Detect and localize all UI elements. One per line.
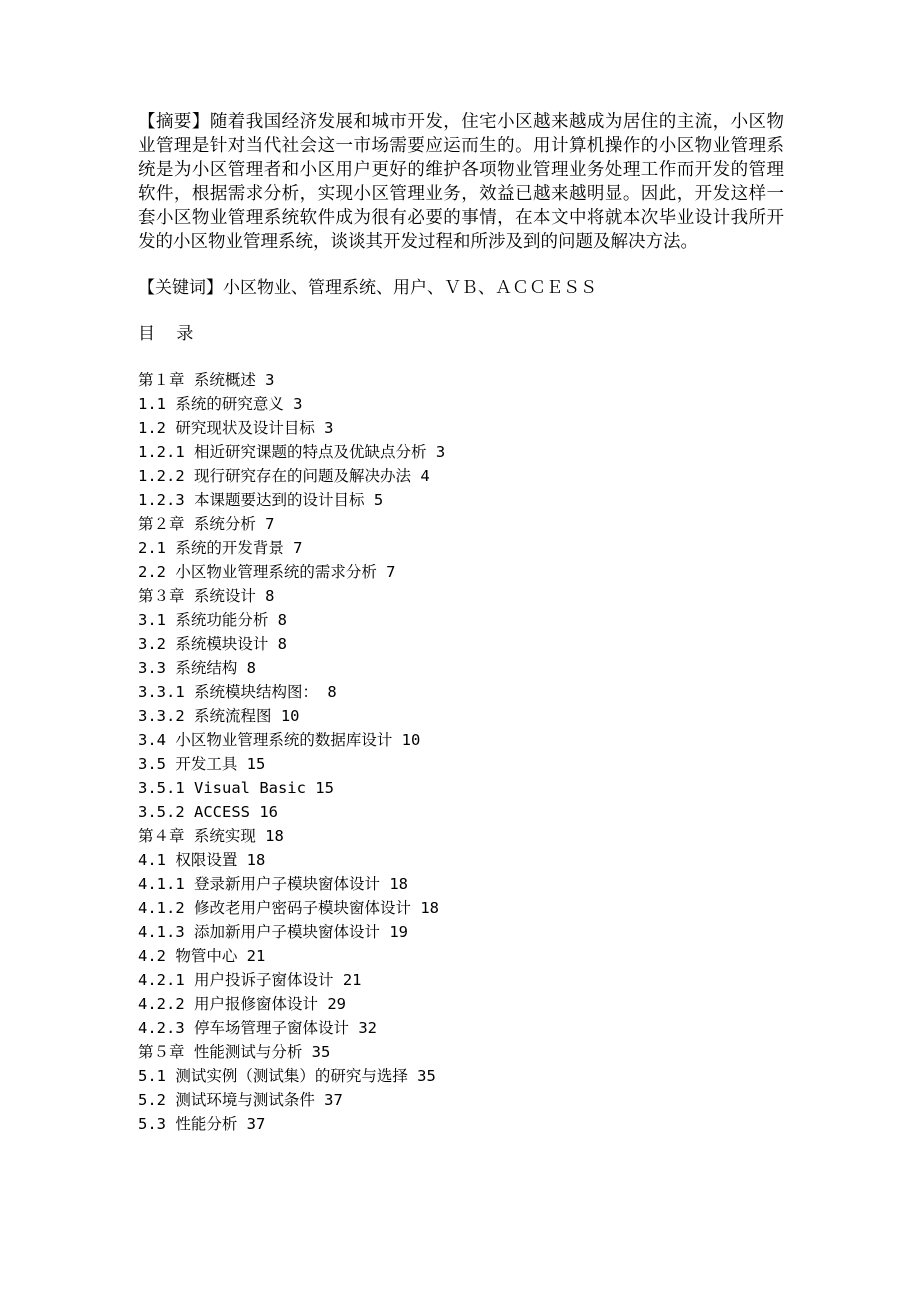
toc-entry: 3.2 系统模块设计 8 bbox=[138, 635, 287, 653]
toc-entry: 第２章 系统分析 7 bbox=[138, 515, 275, 533]
toc-entry: 第３章 系统设计 8 bbox=[138, 587, 275, 605]
abstract-paragraph: 【摘要】随着我国经济发展和城市开发，住宅小区越来越成为居住的主流，小区物业管理是针对当代社会这一市场需要应运而生的。用计算机操作的小区物业管理系统是为小区管理者和小区用户更好的维护各项物业管理业务处理工作而开发的管理软件，根据需求分析，实现小区管理业务，效益已越来越明显。因此，开发这样一套小区物业管理系统软件成为很有必要的事情，在本文中将就本次毕业设计我所开发的小区物业管理系统，谈谈其开发过程和所涉及到的问题及解决方法。 bbox=[138, 112, 784, 252]
toc-entry: 4.1.1 登录新用户子模块窗体设计 18 bbox=[138, 875, 408, 893]
toc-entry: 3.5 开发工具 15 bbox=[138, 755, 266, 773]
toc-entry: 4.2.2 用户报修窗体设计 29 bbox=[138, 995, 346, 1013]
toc-entry: 3.3.2 系统流程图 10 bbox=[138, 707, 300, 725]
table-of-contents bbox=[138, 368, 784, 1136]
toc-entry: 3.5.2 ACCESS 16 bbox=[138, 803, 278, 821]
toc-entry: 5.3 性能分析 37 bbox=[138, 1115, 266, 1133]
toc-entry: 5.1 测试实例（测试集）的研究与选择 35 bbox=[138, 1067, 436, 1085]
toc-entry: 3.3 系统结构 8 bbox=[138, 659, 256, 677]
toc-entry: 3.3.1 系统模块结构图： 8 bbox=[138, 683, 337, 701]
toc-entry: 5.2 测试环境与测试条件 37 bbox=[138, 1091, 343, 1109]
toc-entry: 4.1 权限设置 18 bbox=[138, 851, 266, 869]
toc-entry: 3.1 系统功能分析 8 bbox=[138, 611, 287, 629]
document-page bbox=[138, 110, 784, 1136]
toc-title: 目 录 bbox=[138, 324, 202, 344]
toc-entry: 4.2.3 停车场管理子窗体设计 32 bbox=[138, 1019, 377, 1037]
toc-entry: 4.2 物管中心 21 bbox=[138, 947, 266, 965]
toc-entry: 2.2 小区物业管理系统的需求分析 7 bbox=[138, 563, 396, 581]
toc-entry: 1.2.1 相近研究课题的特点及优缺点分析 3 bbox=[138, 443, 446, 461]
toc-entry: 第５章 性能测试与分析 35 bbox=[138, 1043, 331, 1061]
toc-entry: 1.2.3 本课题要达到的设计目标 5 bbox=[138, 491, 384, 509]
toc-entry: 1.1 系统的研究意义 3 bbox=[138, 395, 303, 413]
toc-entry: 2.1 系统的开发背景 7 bbox=[138, 539, 303, 557]
toc-entry: 第１章 系统概述 3 bbox=[138, 371, 275, 389]
toc-entry: 1.2.2 现行研究存在的问题及解决办法 4 bbox=[138, 467, 430, 485]
toc-entry: 4.1.3 添加新用户子模块窗体设计 19 bbox=[138, 923, 408, 941]
toc-entry: 4.2.1 用户投诉子窗体设计 21 bbox=[138, 971, 362, 989]
toc-entry: 3.4 小区物业管理系统的数据库设计 10 bbox=[138, 731, 421, 749]
toc-entry: 3.5.1 Visual Basic 15 bbox=[138, 779, 334, 797]
toc-entry: 1.2 研究现状及设计目标 3 bbox=[138, 419, 334, 437]
toc-entry: 4.1.2 修改老用户密码子模块窗体设计 18 bbox=[138, 899, 439, 917]
toc-entry: 第４章 系统实现 18 bbox=[138, 827, 284, 845]
keywords-line: 【关键词】小区物业、管理系统、用户、ＶＢ、ＡＣＣＥＳＳ bbox=[138, 278, 597, 298]
